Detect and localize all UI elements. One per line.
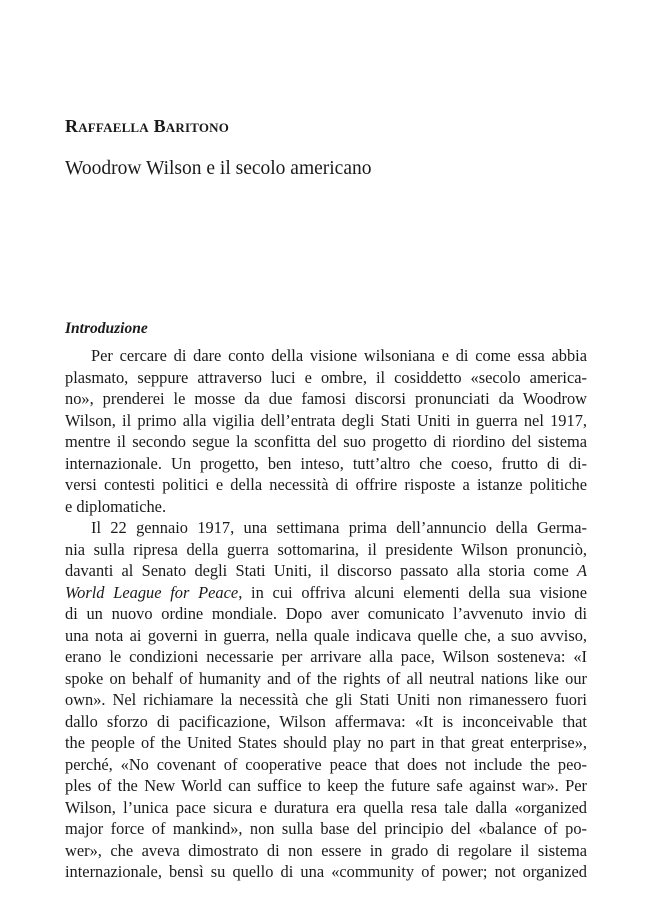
chapter-author: Raffaella Baritono xyxy=(65,116,230,136)
text-line: nia sulla ripresa della guerra sottomarina, il presidente Wilson pronunciò, xyxy=(65,539,587,559)
text-line: di un nuovo ordine mondiale. Dopo aver comunicato l’avvenuto invio di xyxy=(65,604,587,623)
text-line: major force of mankind», non sulla base del principio del «balance of po- xyxy=(65,819,587,838)
chapter-title: Woodrow Wilson e il secolo americano xyxy=(65,158,372,179)
text-fragment: , in cui offriva alcuni elementi della sua visione xyxy=(238,582,587,602)
text-line: e diplomatiche. xyxy=(65,496,167,516)
text-line: ples of the New World can suffice to keep the future safe against war». Per xyxy=(65,776,587,795)
text-line: Wilson, il primo alla vigilia dell’entrata degli Stati Uniti in guerra nel 1917, xyxy=(65,410,587,430)
text-fragment: davanti al Senato degli Stati Uniti, il discorso passato alla storia come xyxy=(65,561,577,580)
text-line: plasmato, seppure attraverso luci e ombre, il cosiddetto «secolo america- xyxy=(65,367,587,387)
body-text xyxy=(65,345,587,883)
text-line xyxy=(65,560,587,582)
text-line: una nota ai governi in guerra, nella quale indicava quelle che, a suo avviso, xyxy=(65,625,587,645)
text-line: Wilson, l’unica pace sicura e duratura era quella resa tale dalla «organized xyxy=(65,797,587,817)
italic-title-start: A xyxy=(576,561,587,580)
text-line: internazionale. Un progetto, ben inteso, tutt’altro che coeso, frutto di di- xyxy=(65,453,587,473)
text-line: erano le condizioni necessarie per arrivare alla pace, Wilson sosteneva: «I xyxy=(65,647,587,666)
text-line: Per cercare di dare conto della visione wilsoniana e di come essa abbia xyxy=(91,346,587,365)
text-line: wer», che aveva dimostrato di non essere in grado di regolare il sistema xyxy=(65,840,587,860)
text-line: perché, «No covenant of cooperative peace that does not include the peo- xyxy=(65,754,587,774)
text-line: mentre il secondo segue la sconfitta del suo progetto di riordino del sistema xyxy=(65,432,587,451)
text-line: own». Nel richiamare la necessità che gli Stati Uniti non rimanessero fuori xyxy=(65,690,587,709)
text-line: versi contesti politici e della necessità di offrire risposte a istanze politiche xyxy=(65,475,587,494)
text-line: Il 22 gennaio 1917, una settimana prima dell’annuncio della Germa- xyxy=(91,518,587,537)
text-line: the people of the United States should play no part in that great enterprise», xyxy=(65,733,587,752)
text-line: dallo sforzo di pacificazione, Wilson affermava: «It is inconceivable that xyxy=(65,711,587,731)
text-line: internazionale, bensì su quello di una «community of power; not organized xyxy=(65,862,587,881)
italic-title: World League for Peace xyxy=(65,582,239,602)
text-line: no», prenderei le mosse da due famosi discorsi pronunciati da Woodrow xyxy=(65,389,587,408)
section-heading: Introduzione xyxy=(65,320,148,337)
text-line xyxy=(65,582,587,604)
text-line: spoke on behalf of humanity and of the rights of all neutral nations like our xyxy=(65,668,587,688)
